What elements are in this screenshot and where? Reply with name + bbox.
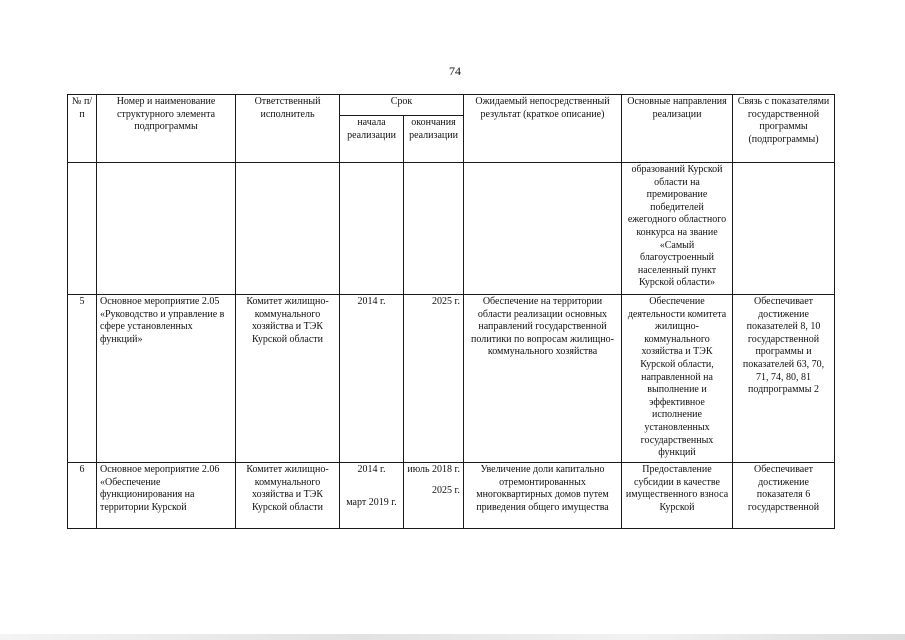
cell-start-second: март 2019 г. [346,496,397,508]
cell-directions: образований Курской области на премирование победителей ежегодного областного конкурса на звание «Самый благоустроенный населенный пункт Курской области» [622,163,733,295]
cell-start [340,163,404,295]
cell-start: 2014 г. [340,295,404,463]
cell-num: 5 [68,295,97,463]
cell-element: Основное мероприятие 2.05 «Руководство и управление в сфере установленных функций» [97,295,236,463]
header-executor: Ответственный исполнитель [236,95,340,163]
cell-executor: Комитет жилищно-коммунального хозяйства и ТЭК Курской области [236,463,340,529]
cell-end-second: 2025 г. [432,484,460,496]
cell-end: 2025 г. [404,295,464,463]
cell-end-first: июль 2018 г. [407,464,460,475]
header-num: № п/п [68,95,97,163]
header-result: Ожидаемый непосредственный результат (краткое описание) [464,95,622,163]
header-term-start: начала реализации [340,116,404,163]
cell-executor [236,163,340,295]
cell-link [733,163,835,295]
header-term: Срок [340,95,464,116]
cell-start-first: 2014 г. [357,464,386,475]
table-row [68,295,835,463]
header-row [68,95,835,116]
page-number: 74 [449,64,461,78]
cell-num [68,163,97,295]
header-element: Номер и наименование структурного элемента подпрограммы [97,95,236,163]
cell-link: Обеспечивает достижение показателей 8, 10 государственной программы и показателей 63, 70, 71, 74, 80, 81 подпрограммы 2 [733,295,835,463]
cell-element [97,163,236,295]
header-directions: Основные направления реализации [622,95,733,163]
cell-result: Обеспечение на территории области реализации основных направлений государственной политики по вопросам жилищно-коммунального хозяйства [464,295,622,463]
cell-end [404,163,464,295]
cell-element: Основное мероприятие 2.06 «Обеспечение функционирования на территории Курской [97,463,236,529]
cell-directions: Предоставление субсидии в качестве имущественного взноса Курской [622,463,733,529]
cell-directions: Обеспечение деятельности комитета жилищно-коммунального хозяйства и ТЭК Курской области, направленной на выполнение и эффективное исполнение установленных государственных функций [622,295,733,463]
scan-edge [0,634,905,640]
header-link: Связь с показателями государственной программы (подпрограммы) [733,95,835,163]
cell-link: Обеспечивает достижение показателя 6 государственной [733,463,835,529]
cell-result: Увеличение доли капитально отремонтированных многоквартирных домов путем приведения общего имущества [464,463,622,529]
program-table [67,94,835,529]
cell-executor: Комитет жилищно-коммунального хозяйства и ТЭК Курской области [236,295,340,463]
cell-start [340,463,404,529]
cell-result [464,163,622,295]
table-row [68,463,835,529]
cell-num: 6 [68,463,97,529]
cell-end [404,463,464,529]
header-term-end: окончания реализации [404,116,464,163]
table-row [68,163,835,295]
